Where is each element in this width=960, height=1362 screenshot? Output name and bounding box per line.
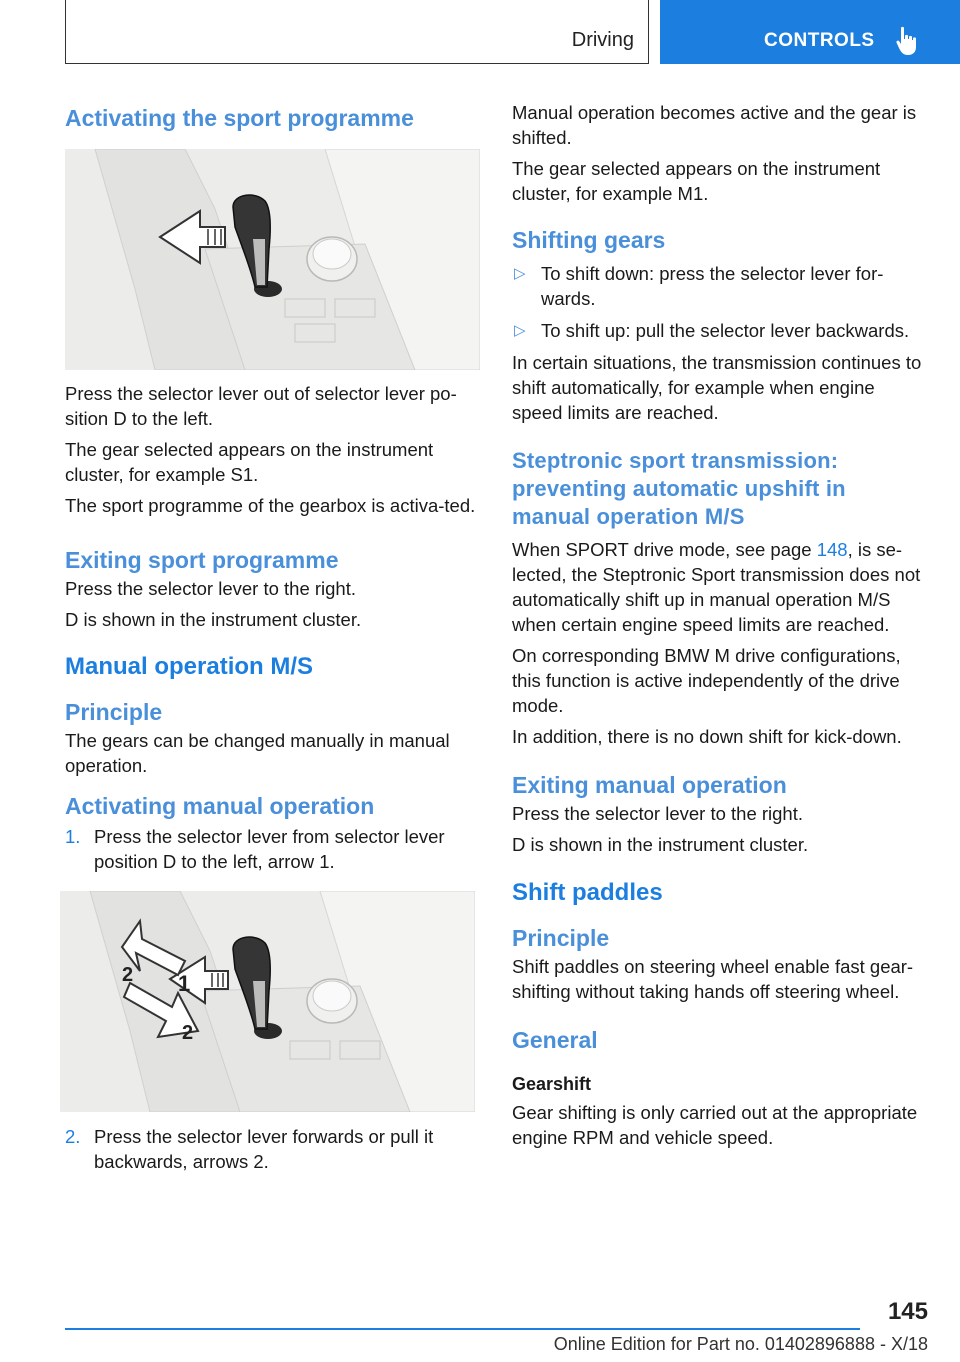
text-principle: The gears can be changed manually in manual operation. [65, 730, 450, 776]
header-chapter-title: CONTROLS [764, 30, 875, 51]
figure-label-arrow-1: 1 [178, 971, 191, 996]
step-2-number: 2. [65, 1126, 81, 1147]
text-sport-3: The sport programme of the gearbox is activa-ted. [65, 495, 476, 516]
heading-manual-operation: Manual operation M/S [65, 653, 314, 680]
text-paddles: Shift paddles on steering wheel enable fast gear-shifting without taking hands off steering wheel. [512, 956, 914, 1002]
heading-general: General [512, 1027, 598, 1053]
step-1 [65, 824, 483, 874]
text-gearshift: Gear shifting is only carried out at the appropriate engine RPM and vehicle speed. [512, 1102, 918, 1148]
figure-label-arrow-2a: 2 [122, 964, 134, 986]
heading-principle: Principle [65, 699, 163, 725]
figure-selector-lever-sport [65, 149, 480, 370]
text-steptronic-1a: When SPORT drive mode, see page [512, 539, 817, 560]
text-manual-active: Manual operation becomes active and the gear is shifted. [512, 102, 917, 148]
bullet-shift-up-text: To shift up: pull the selector lever backwards. [541, 320, 910, 341]
left-column [65, 100, 483, 1174]
footer-edition: Online Edition for Part no. 01402896888 - X/18 [553, 1334, 928, 1354]
text-steptronic-1 [512, 537, 930, 637]
heading-gearshift: Gearshift [512, 1074, 592, 1094]
header-section-box [65, 0, 649, 64]
footer-divider [65, 1328, 860, 1330]
text-exit-manual-2: D is shown in the instrument cluster. [512, 834, 809, 855]
triangle-bullet-icon: ▷ [514, 265, 526, 282]
bullet-shift-down-text: To shift down: press the selector lever for-wards. [541, 263, 884, 309]
heading-exiting-manual: Exiting manual operation [512, 772, 787, 798]
heading-activating-manual: Activating manual operation [65, 793, 375, 819]
heading-shifting-gears: Shifting gears [512, 227, 666, 253]
header-chapter-tab [660, 0, 960, 64]
triangle-bullet-icon: ▷ [514, 322, 526, 339]
page-link-148[interactable]: 148 [816, 539, 848, 560]
heading-shift-paddles: Shift paddles [512, 879, 663, 906]
heading-exiting-sport: Exiting sport programme [65, 547, 339, 573]
hand-pointer-icon [896, 26, 920, 56]
figure-selector-lever-manual [60, 891, 475, 1112]
text-exit-sport-2: D is shown in the instrument cluster. [65, 609, 362, 630]
text-manual-gear: The gear selected appears on the instrument cluster, for example M1. [512, 158, 881, 204]
text-steptronic-1b: , is se-lected, the Steptronic Sport transmission does not automatically shift up in manual operation M/S when certain engine speed limits are reached. [512, 539, 921, 635]
text-sport-2: The gear selected appears on the instrument cluster, for example S1. [65, 439, 434, 485]
heading-principle-paddles: Principle [512, 925, 610, 951]
page-number: 145 [887, 1298, 928, 1325]
text-shift-auto: In certain situations, the transmission continues to shift automatically, for example when engine speed limits are reached. [512, 352, 922, 423]
text-sport-1: Press the selector lever out of selector lever po-sition D to the left. [65, 383, 457, 429]
text-exit-manual-1: Press the selector lever to the right. [512, 803, 803, 824]
header-section-title: Driving [571, 29, 634, 51]
bullet-shift-down [512, 261, 930, 311]
text-steptronic-2: On corresponding BMW M drive configurations, this function is active independently of the drive mode. [512, 645, 901, 716]
heading-activating-sport: Activating the sport programme [65, 105, 414, 131]
figure-label-arrow-2b: 2 [182, 1022, 194, 1044]
right-column [512, 100, 930, 1150]
step-2-text: Press the selector lever forwards or pull it backwards, arrows 2. [94, 1126, 434, 1172]
step-2 [65, 1124, 483, 1174]
step-1-number: 1. [65, 826, 81, 847]
text-exit-sport-1: Press the selector lever to the right. [65, 578, 356, 599]
heading-steptronic: Steptronic sport transmission: preventing automatic upshift in manual operation M/S [512, 448, 846, 529]
text-steptronic-3: In addition, there is no down shift for kick-down. [512, 726, 902, 747]
bullet-shift-up [512, 318, 930, 343]
step-1-text: Press the selector lever from selector lever position D to the left, arrow 1. [94, 826, 445, 872]
